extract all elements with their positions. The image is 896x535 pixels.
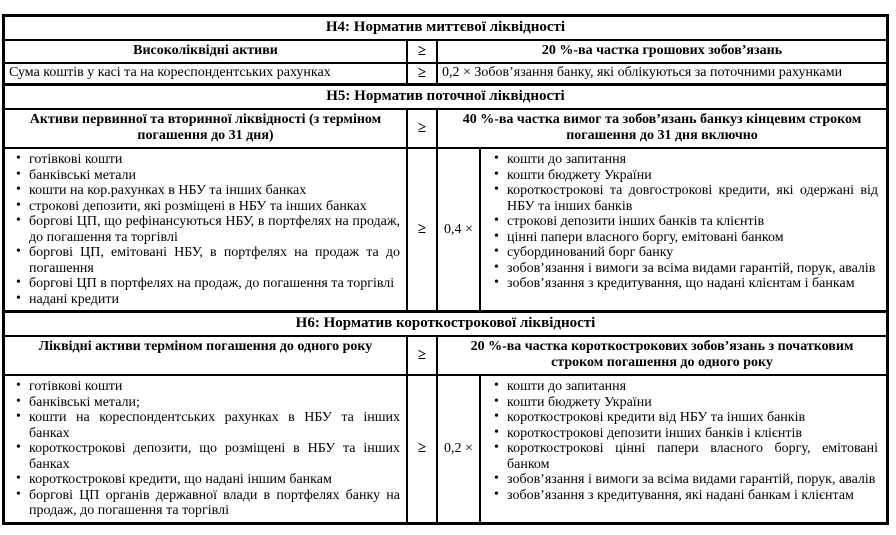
list-item: • короткострокові цінні папери власного боргу, емітовані банком xyxy=(493,441,878,472)
h4-right-value: 0,2 × Зобов’язання банку, які облікуються за поточними рахунками xyxy=(436,64,886,83)
geq-symbol: ≥ xyxy=(406,376,436,522)
geq-symbol: ≥ xyxy=(406,64,436,83)
list-item: • кошти бюджету України xyxy=(493,395,878,411)
list-item: • надані кредити xyxy=(15,292,400,308)
h5-header-right: 40 %-ва частка вимог та зобов’язань банкуз кінцевим строком погашення до 31 дня включно xyxy=(436,110,886,147)
section-title-h5: Н5: Норматив поточної ліквідності xyxy=(5,83,886,108)
h6-header-left: Ліквідні активи терміном погашення до одного року xyxy=(38,339,373,354)
list-item: • зобов’язання з кредитування, що надані клієнтам і банкам xyxy=(493,276,878,292)
h6-body-row xyxy=(5,374,886,522)
h6-header-row xyxy=(5,335,886,374)
list-item: • кошти на кореспондентських рахунках в НБУ та інших банках xyxy=(15,410,400,441)
list-item: • короткострокові депозити інших банків і клієнтів xyxy=(493,426,878,442)
list-item: • кошти до запитання xyxy=(493,379,878,395)
h5-header-row xyxy=(5,108,886,147)
list-item: • строкові депозити інших банків та клієнтів xyxy=(493,214,878,230)
h6-multiplier: 0,2 × xyxy=(436,376,479,522)
liquidity-norms-table xyxy=(2,14,889,525)
h5-body-row xyxy=(5,147,886,310)
h4-left-value: Сума коштів у касі та на кореспондентських рахунках xyxy=(9,65,331,80)
list-item: • зобов’язання з кредитування, які надані банкам і клієнтам xyxy=(493,488,878,504)
h4-data-row xyxy=(5,62,886,83)
geq-symbol: ≥ xyxy=(406,110,436,147)
h4-header-left: Високоліквідні активи xyxy=(133,43,278,58)
list-item: • зобов’язання і вимоги за всіма видами гарантій, порук, авалів xyxy=(493,472,878,488)
h6-left-list xyxy=(5,376,406,522)
list-item: • короткострокові кредити від НБУ та інших банків xyxy=(493,410,878,426)
list-item: • боргові ЦП, що рефінансуються НБУ, в портфелях на продаж, до погашення та торгівлі xyxy=(15,214,400,245)
list-item: • короткострокові кредити, що надані іншим банкам xyxy=(15,472,400,488)
section-title-h4: Н4: Норматив миттєвої ліквідності xyxy=(325,19,566,35)
geq-symbol: ≥ xyxy=(406,149,436,310)
h5-right-list xyxy=(479,149,886,310)
h5-header-left: Активи первинної та вторинної ліквідності (з терміном погашення до 31 дня) xyxy=(29,112,382,143)
section-title-h6: Н6: Норматив короткострокової ліквідності xyxy=(5,310,886,335)
geq-symbol: ≥ xyxy=(406,337,436,374)
list-item: • готівкові кошти xyxy=(15,152,400,168)
list-item: • боргові ЦП, емітовані НБУ, в портфелях на продаж та до погашення xyxy=(15,245,400,276)
list-item: • кошти на кор.рахунках в НБУ та інших банках xyxy=(15,183,400,199)
list-item: • кошти бюджету України xyxy=(493,168,878,184)
list-item: • готівкові кошти xyxy=(15,379,400,395)
h4-header-row xyxy=(5,39,886,62)
list-item: • строкові депозити, які розміщені в НБУ та інших банках xyxy=(15,199,400,215)
list-item: • короткострокові депозити, що розміщені в НБУ та інших банках xyxy=(15,441,400,472)
list-item: • банківські метали xyxy=(15,168,400,184)
list-item: • цінні папери власного боргу, емітовані банком xyxy=(493,230,878,246)
list-item: • субординований борг банку xyxy=(493,245,878,261)
list-item: • кошти до запитання xyxy=(493,152,878,168)
list-item: • боргові ЦП в портфелях на продаж, до погашення та торгівлі xyxy=(15,276,400,292)
list-item: • зобов’язання і вимоги за всіма видами гарантій, порук, авалів xyxy=(493,261,878,277)
h6-header-right: 20 %-ва частка короткострокових зобов’язань з початковим строком погашення до одного року xyxy=(436,337,886,374)
h4-header-right: 20 %-ва частка грошових зобов’язань xyxy=(436,41,886,62)
list-item: • боргові ЦП органів державної влади в портфелях банку на продаж, до погашення та торгівлі xyxy=(15,488,400,519)
geq-symbol: ≥ xyxy=(406,41,436,62)
h6-right-list xyxy=(479,376,886,522)
h5-left-list xyxy=(5,149,406,310)
list-item: • банківські метали; xyxy=(15,395,400,411)
h5-multiplier: 0,4 × xyxy=(436,149,479,310)
list-item: • короткострокові та довгострокові кредити, які одержані від НБУ та інших банків xyxy=(493,183,878,214)
